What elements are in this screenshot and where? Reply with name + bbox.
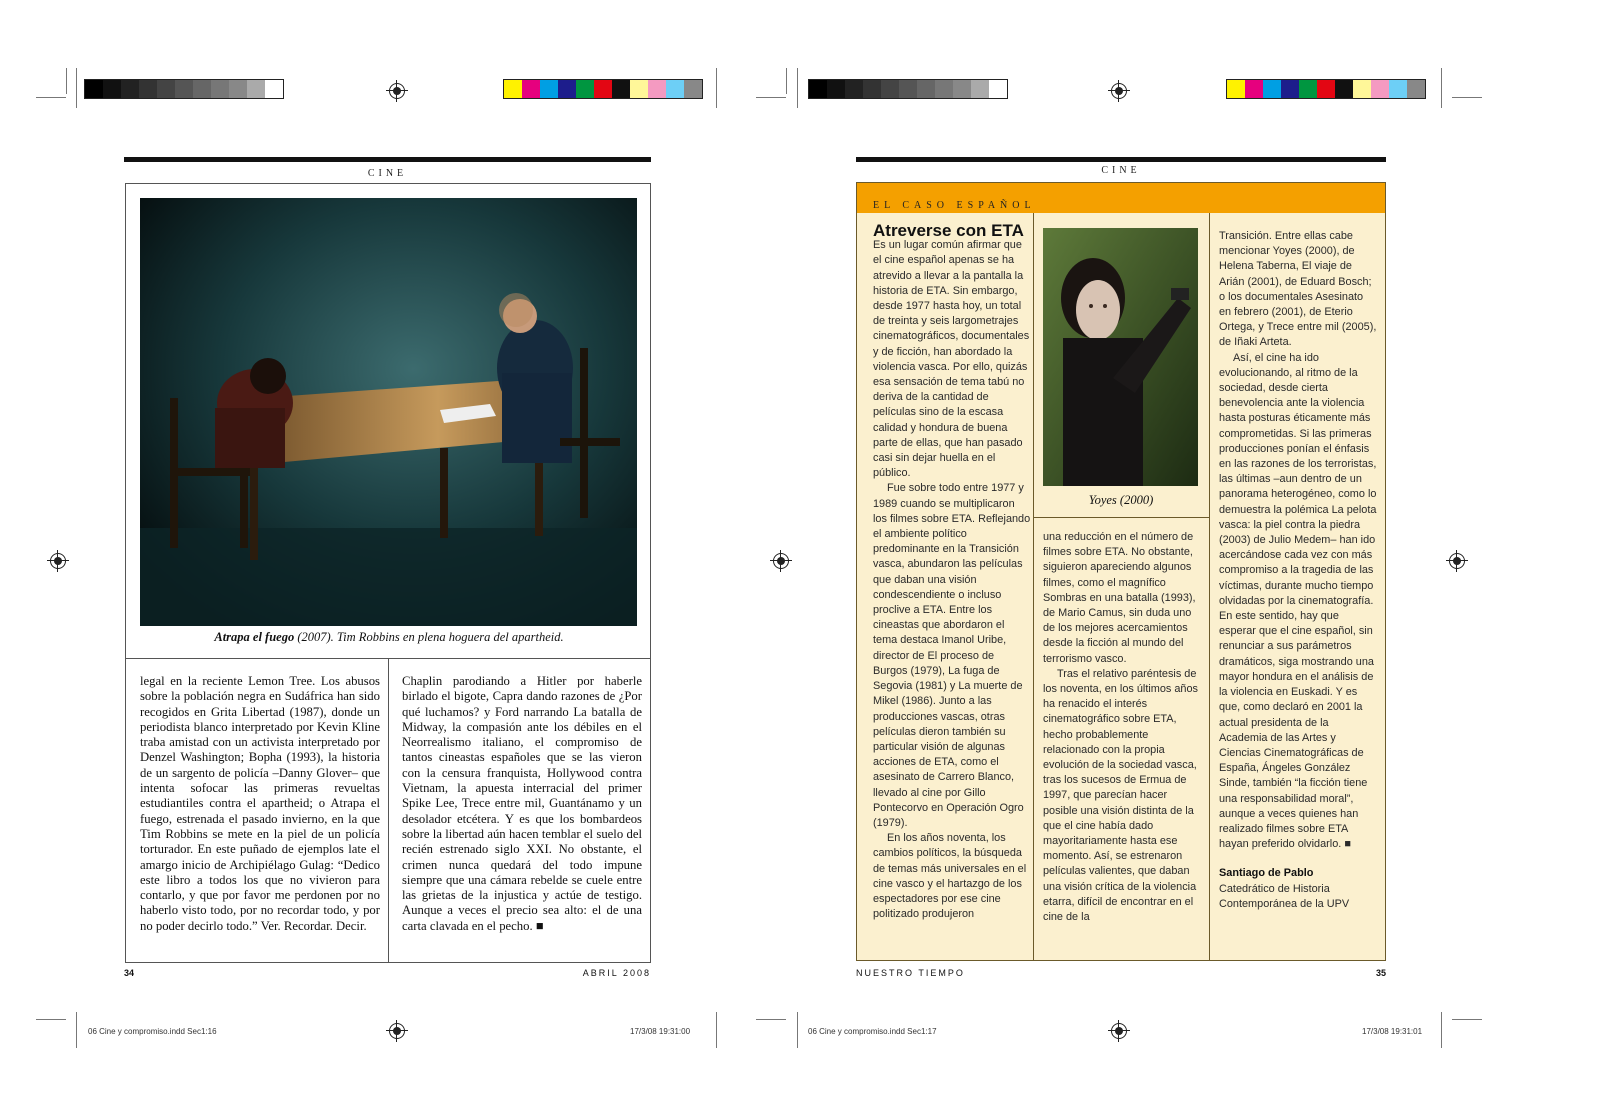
photo-caption-left [126, 630, 652, 645]
crop-mark [1441, 1012, 1442, 1048]
footer-date: ABRIL 2008 [582, 968, 651, 978]
registration-mark-icon [1449, 553, 1465, 569]
crop-mark [1452, 97, 1482, 98]
box-header [857, 183, 1385, 213]
left-column-2 [402, 674, 642, 934]
slug-file-left: 06 Cine y compromiso.indd Sec1:16 [88, 1027, 217, 1036]
body-text: Fue sobre todo entre 1977 y 1989 cuando se multiplicaron los filmes sobre ETA. Reflejando el ambiente político predominante en la Transición vasca, abundaron las películas que daban una visión condescendiente o incluso proclive a ETA. Entre los cineastas que abordaron el tema destaca Imanol Uribe, director de El proceso de Burgos (1979), La fuga de Segovia (1981) y La muerte de Mikel (1986). Junto a las producciones vascas, otras películas dieron también su particular visión de algunas acciones de ETA, como el asesinato de Carrero Blanco, llevado al cine por Gillo Pontecorvo en Operación Ogro (1979). [873, 482, 1031, 829]
section-label-left: CINE [367, 168, 408, 179]
page-number-right: 35 [1375, 968, 1386, 978]
left-article-frame [125, 183, 651, 963]
gray-calibration-bar-right [808, 79, 1008, 99]
registration-mark-icon [1111, 83, 1127, 99]
body-text: Así, el cine ha ido evolucionando, al ritmo de la sociedad, desde cierta benevolencia ante la violencia hasta posturas éticamente más comprometidas. Si las primeras producciones ponían el énfasis en las razones de los terroristas, las últimas –aun dentro de un panorama heterogéneo, como lo demuestra la polémica La pelota vasca: la piel contra la piedra (2003) de Julio Medem– han ido acercándose cada vez con más compromiso a la tragedia de las víctimas, durante mucho tiempo olvidadas por la cinematografía. En este sentido, hay que esperar que el cine español, sin renunciar a sus parámetros dramáticos, siga mostrando una mayor hondura en el análisis de la violencia en Euskadi. Y es que, como declaró en 2001 la actual presidenta de la Academia de las Artes y Ciencias Cinematográficas de España, Ángeles González Sinde, también “la ficción tiene una responsabilidad moral”, aunque a veces quienes han realizado filmes sobre ETA hayan preferido olvidarlo. ■ [1219, 351, 1377, 851]
left-column-1 [140, 674, 380, 934]
author-name: Santiago de Pablo [1219, 867, 1314, 880]
caption-text: (2007). Tim Robbins en plena hoguera del apartheid. [294, 630, 564, 644]
crop-mark [1452, 1019, 1482, 1020]
slug-time-left: 17/3/08 19:31:00 [630, 1027, 691, 1036]
page-number-left: 34 [124, 968, 135, 978]
body-text: Es un lugar común afirmar que el cine español apenas se ha atrevido a llevar a la pantalla la historia de ETA. Sin embargo, desde 1977 hasta hoy, un total de treinta y seis largometrajes cinematográficos, documentales y de ficción, han abordado la violencia vasca. Por ello, quizás esa sensación de tema tabú no deriva de la cantidad de películas sino de la escasa calidad y hondura de buena parte de ellas, que han pasado casi sin dejar huella en el público. [873, 239, 1030, 480]
film-still-photo [140, 198, 637, 626]
registration-mark-icon [773, 553, 789, 569]
crop-mark [76, 68, 77, 108]
gray-calibration-bar-left [84, 79, 284, 99]
body-text: En los años noventa, los cambios políticos, la búsqueda de temas más universales en el cine vasco y el hartazgo de los espectadores por ese cine politizado produjeron [873, 832, 1027, 921]
registration-mark-icon [50, 553, 66, 569]
body-text: Chaplin parodiando a Hitler por haberle birlado el bigote, Capra dando razones de ¿Por qué luchamos? y Ford narrando La batalla de Midway, la compasión ante los débiles en el Neorrealismo italiano, el compromiso de tantos cineastas españoles que se las vieron con la censura franquista, Hollywood contra Vietnam, la apuesta interracial del primer Spike Lee, Trece entre mil, Guantánamo y un desolador etcétera. Y es que los bombardeos sobre la libertad aún hacen temblar el suelo del recién estrenado siglo XXI. No obstante, el crimen nunca quedará del todo impune siempre que una cámara rebelde se cuele entre las grietas de la injustica y actúe de testigo. Aunque a veces el precio sea alto: el de una carta clavada en el pecho. ■ [402, 674, 642, 933]
yoyes-film-photo [1043, 228, 1198, 486]
crop-mark [36, 1019, 66, 1020]
body-text: Tras el relativo paréntesis de los noventa, en los últimos años ha renacido el interés cinematográfico sobre ETA, hecho probablemente relacionado con la propia evolución de la sociedad vasca, tras los sucesos de Ermua de 1997, que parecían hacer posible una visión distinta de la que el cine había dado mayoritariamente hasta ese momento. Así, se estrenaron películas valientes, que daban una visión crítica de la violencia etarra, difícil de encontrar en el cine de la [1043, 667, 1198, 924]
footer-magazine-name: NUESTRO TIEMPO [856, 968, 965, 978]
crop-mark [1441, 68, 1442, 108]
section-rule-left [124, 157, 651, 162]
box-column-3 [1219, 229, 1377, 912]
photo-caption-right: Yoyes (2000) [1088, 493, 1154, 507]
box-label: EL CASO ESPAÑOL [873, 200, 1036, 211]
caption-film-title: Atrapa el fuego [214, 630, 295, 644]
registration-mark-icon [389, 1023, 405, 1039]
body-text: una reducción en el número de filmes sobre ETA. No obstante, siguieron apareciendo algunos filmes, como el magnífico Sombras en una batalla (1993), de Mario Camus, sin duda uno de los mejores acercamientos desde la ficción al mundo del terrorismo vasco. [1043, 531, 1196, 665]
crop-mark [797, 68, 798, 108]
section-label-right: CINE [1101, 165, 1141, 176]
registration-mark-icon [389, 83, 405, 99]
slug-file-right: 06 Cine y compromiso.indd Sec1:17 [808, 1027, 937, 1036]
column-divider [388, 659, 389, 963]
color-calibration-bar-right [1226, 79, 1426, 99]
crop-mark [716, 1012, 717, 1048]
crop-mark [786, 68, 787, 94]
section-rule-right [856, 157, 1386, 162]
body-text: Transición. Entre ellas cabe mencionar Yoyes (2000), de Helena Taberna, El viaje de Arián (2001), de Eduard Bosch; o los documentales Asesinato en febrero (2001), de Eterio Ortega, y Trece entre mil (2005), de Iñaki Arteta. [1219, 230, 1377, 349]
crop-mark [756, 1019, 786, 1020]
slug-time-right: 17/3/08 19:31:01 [1362, 1027, 1423, 1036]
column-divider [1033, 213, 1034, 960]
crop-mark [76, 1012, 77, 1048]
crop-mark [756, 97, 786, 98]
body-text: legal en la reciente Lemon Tree. Los abusos sobre la población negra en Sudáfrica han sido recogidos en Grita Libertad (1987), donde un periodista blanco interpretado por Kevin Kline traba amistad con un activista interpretado por Denzel Washington; Bopha (1993), la historia de un sargento de policía –Danny Glover– que intenta sofocar las primeras revueltas estudiantiles contra el apartheid; o Atrapa el fuego, estrenada el pasado invierno, en la que Tim Robbins se mete en la piel de un policía torturador. En este puñado de ejemplos late el amargo inicio de Archipiélago Gulag: “Dedico este libro a todos los que no vivieron para contarlo, y que por favor me perdonen por no haberlo visto todo, por no recordar todo, y por no poder decirlo todo.” Ver. Recordar. Decir. [140, 674, 380, 933]
crop-mark [797, 1012, 798, 1048]
divider [1033, 517, 1209, 518]
crop-mark [36, 97, 66, 98]
color-calibration-bar-left [503, 79, 703, 99]
crop-mark [716, 68, 717, 108]
box-column-2 [1043, 530, 1201, 925]
author-title: Catedrático de Historia Contemporánea de la UPV [1219, 882, 1350, 910]
column-divider [1209, 213, 1210, 960]
box-column-1 [873, 223, 1031, 922]
box-title: Atreverse con ETA [873, 221, 1024, 240]
crop-mark [66, 68, 67, 94]
registration-mark-icon [1111, 1023, 1127, 1039]
sidebar-box-el-caso-espanol [856, 182, 1386, 961]
